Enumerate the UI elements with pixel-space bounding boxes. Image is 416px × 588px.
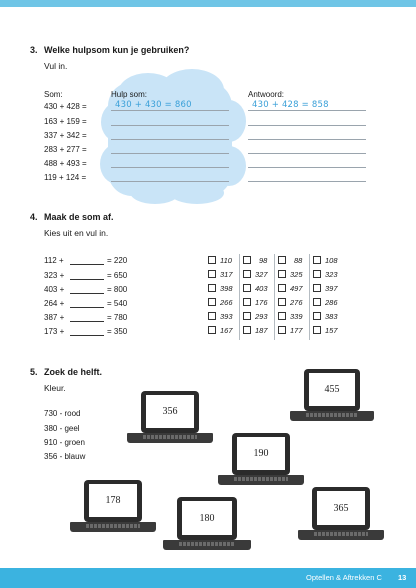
- q4-instruction: Kies uit en vul in.: [44, 228, 109, 238]
- laptop-keyboard: [314, 532, 368, 536]
- option-value: 266: [220, 298, 233, 307]
- q4-row-left: 112 +: [44, 256, 64, 265]
- option-checkbox[interactable]: [278, 326, 286, 334]
- q4-answer-line[interactable]: [70, 335, 104, 336]
- laptop-190[interactable]: [218, 433, 304, 488]
- q3-title: Welke hulpsom kun je gebruiken?: [44, 45, 190, 55]
- q5-title: Zoek de helft.: [44, 367, 103, 377]
- q4-row-right: = 780: [107, 313, 128, 322]
- option-checkbox[interactable]: [313, 298, 321, 306]
- option-value: 187: [255, 326, 268, 335]
- q4-row-left: 323 +: [44, 271, 65, 280]
- laptop-number: 365: [317, 491, 365, 525]
- col-som-header: Som:: [44, 90, 63, 99]
- q4-row-right: = 350: [107, 327, 128, 336]
- sum-row: 488 + 493 =: [44, 159, 87, 168]
- option-value: 397: [325, 284, 338, 293]
- laptop-keyboard: [306, 413, 358, 417]
- top-color-bar: [0, 0, 416, 7]
- option-value: 327: [255, 270, 268, 279]
- antwoord-line[interactable]: [248, 125, 366, 126]
- hulpsom-example: 430 + 430 = 860: [115, 100, 192, 110]
- option-checkbox[interactable]: [243, 298, 251, 306]
- q5-instruction: Kleur.: [44, 383, 66, 393]
- option-checkbox[interactable]: [278, 298, 286, 306]
- col-antwoord-header: Antwoord:: [248, 90, 285, 99]
- option-checkbox[interactable]: [243, 270, 251, 278]
- hulpsom-line[interactable]: [111, 125, 229, 126]
- option-value: 325: [290, 270, 303, 279]
- option-checkbox[interactable]: [208, 270, 216, 278]
- q4-answer-line[interactable]: [70, 264, 104, 265]
- option-value: 323: [325, 270, 338, 279]
- q5-number: 5.: [30, 367, 38, 377]
- q3-instruction: Vul in.: [44, 61, 68, 71]
- option-checkbox[interactable]: [208, 284, 216, 292]
- option-value: 110: [220, 256, 232, 265]
- q4-answer-line[interactable]: [70, 321, 104, 322]
- q4-title: Maak de som af.: [44, 212, 114, 222]
- option-checkbox[interactable]: [243, 326, 251, 334]
- hulpsom-line[interactable]: [111, 139, 229, 140]
- color-key-item: 380 - geel: [44, 424, 80, 433]
- antwoord-line[interactable]: [248, 139, 366, 140]
- antwoord-example: 430 + 428 = 858: [252, 100, 329, 110]
- col-hulpsom-header: Hulp som:: [111, 90, 148, 99]
- laptop-keyboard: [179, 542, 235, 546]
- sum-row: 119 + 124 =: [44, 173, 87, 182]
- option-checkbox[interactable]: [243, 256, 251, 264]
- laptop-356[interactable]: [127, 391, 213, 446]
- laptop-screen: [177, 497, 237, 540]
- option-checkbox[interactable]: [208, 298, 216, 306]
- sum-row: 430 + 428 =: [44, 102, 87, 111]
- laptop-number: 356: [146, 395, 194, 428]
- laptop-number: 455: [309, 373, 355, 406]
- laptop-keyboard: [86, 524, 140, 528]
- hulpsom-line[interactable]: [111, 181, 229, 182]
- option-checkbox[interactable]: [278, 284, 286, 292]
- q4-answer-line[interactable]: [70, 293, 104, 294]
- option-value: 98: [259, 256, 268, 265]
- option-checkbox[interactable]: [208, 326, 216, 334]
- option-value: 317: [220, 270, 233, 279]
- option-checkbox[interactable]: [278, 312, 286, 320]
- laptop-screen: [84, 480, 142, 522]
- antwoord-line[interactable]: [248, 110, 366, 111]
- antwoord-line[interactable]: [248, 181, 366, 182]
- laptop-178[interactable]: [70, 480, 156, 535]
- sum-row: 283 + 277 =: [44, 145, 87, 154]
- q4-row-left: 264 +: [44, 299, 65, 308]
- q4-row-right: = 540: [107, 299, 128, 308]
- q4-number: 4.: [30, 212, 38, 222]
- laptop-455[interactable]: [290, 369, 374, 423]
- antwoord-line[interactable]: [248, 167, 366, 168]
- option-checkbox[interactable]: [278, 270, 286, 278]
- option-checkbox[interactable]: [313, 312, 321, 320]
- option-divider: [239, 254, 240, 340]
- option-value: 497: [290, 284, 303, 293]
- option-value: 398: [220, 284, 233, 293]
- option-value: 286: [325, 298, 338, 307]
- footer-title: Optellen & Aftrekken C: [306, 573, 382, 582]
- option-value: 167: [220, 326, 233, 335]
- color-key-item: 730 - rood: [44, 409, 81, 418]
- option-value: 383: [325, 312, 338, 321]
- laptop-keyboard: [234, 477, 288, 481]
- page-number: 13: [398, 573, 407, 582]
- option-value: 293: [255, 312, 268, 321]
- option-value: 403: [255, 284, 268, 293]
- laptop-number: 180: [182, 501, 232, 535]
- q4-row-left: 403 +: [44, 285, 65, 294]
- laptop-screen: [312, 487, 370, 530]
- option-value: 177: [290, 326, 303, 335]
- laptop-number: 178: [89, 484, 137, 517]
- option-checkbox[interactable]: [243, 312, 251, 320]
- laptop-screen: [141, 391, 199, 433]
- option-checkbox[interactable]: [313, 270, 321, 278]
- q3-number: 3.: [30, 45, 38, 55]
- option-value: 276: [290, 298, 303, 307]
- option-divider: [309, 254, 310, 340]
- q4-answer-line[interactable]: [70, 279, 104, 280]
- option-checkbox[interactable]: [313, 326, 321, 334]
- laptop-keyboard: [143, 435, 197, 439]
- option-divider: [274, 254, 275, 340]
- color-key-item: 910 - groen: [44, 438, 85, 447]
- option-value: 339: [290, 312, 303, 321]
- option-checkbox[interactable]: [313, 256, 321, 264]
- option-value: 157: [325, 326, 338, 335]
- option-checkbox[interactable]: [208, 256, 216, 264]
- option-value: 108: [325, 256, 338, 265]
- option-value: 176: [255, 298, 268, 307]
- q4-row-left: 173 +: [44, 327, 65, 336]
- option-value: 393: [220, 312, 233, 321]
- option-checkbox[interactable]: [208, 312, 216, 320]
- laptop-screen: [232, 433, 290, 475]
- footer-bar: [0, 568, 416, 588]
- laptop-365[interactable]: [298, 487, 384, 543]
- hulpsom-line[interactable]: [111, 167, 229, 168]
- option-value: 88: [294, 256, 303, 265]
- hulpsom-line[interactable]: [111, 110, 229, 111]
- antwoord-line[interactable]: [248, 153, 366, 154]
- option-checkbox[interactable]: [313, 284, 321, 292]
- sum-row: 337 + 342 =: [44, 131, 87, 140]
- q4-row-right: = 220: [107, 256, 128, 265]
- option-checkbox[interactable]: [278, 256, 286, 264]
- color-key-item: 356 - blauw: [44, 452, 86, 461]
- option-checkbox[interactable]: [243, 284, 251, 292]
- q4-row-left: 387 +: [44, 313, 65, 322]
- q4-answer-line[interactable]: [70, 307, 104, 308]
- q4-row-right: = 650: [107, 271, 128, 280]
- q4-row-right: = 800: [107, 285, 128, 294]
- laptop-screen: [304, 369, 360, 411]
- laptop-number: 190: [237, 437, 285, 470]
- sum-row: 163 + 159 =: [44, 117, 87, 126]
- hulpsom-line[interactable]: [111, 153, 229, 154]
- laptop-180[interactable]: [163, 497, 251, 553]
